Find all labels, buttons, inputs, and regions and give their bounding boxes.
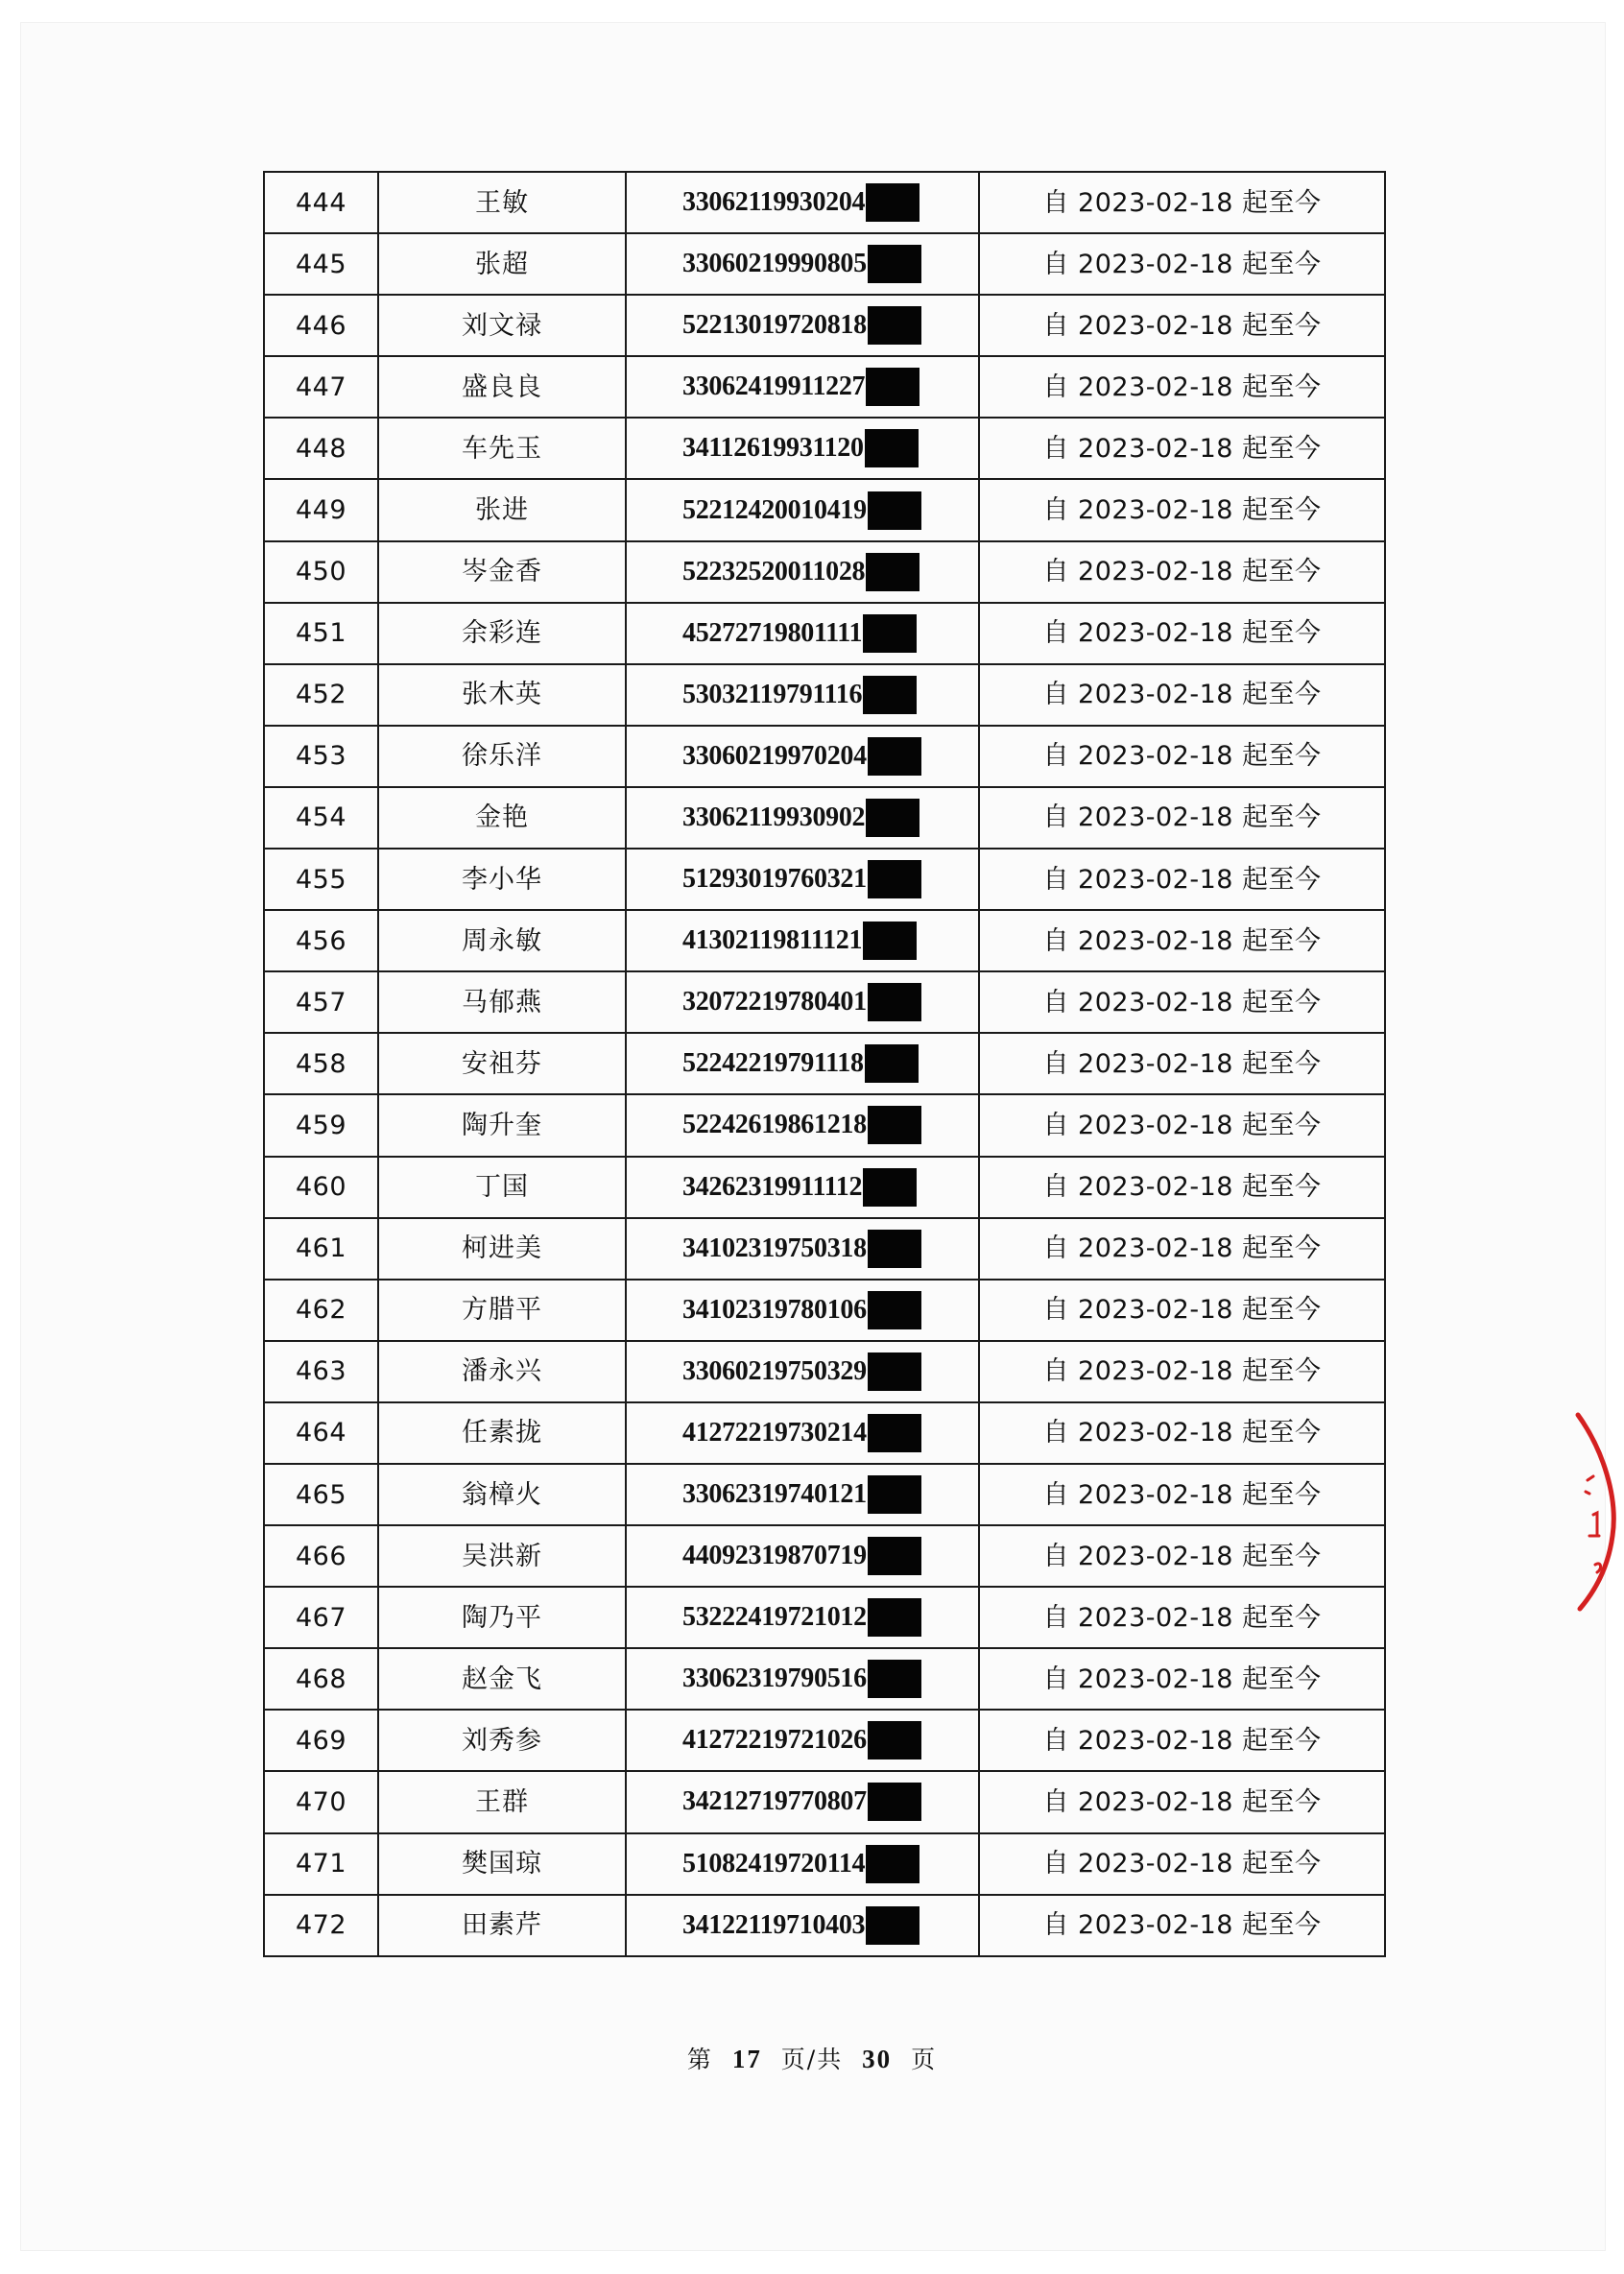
- table-row: [264, 1525, 1385, 1587]
- id-number-text: 52242219791118: [682, 1048, 864, 1079]
- redaction-block: [868, 983, 921, 1021]
- period-cell: 自 2023-02-18 起至今: [979, 1157, 1385, 1218]
- id-number-wrapper: [682, 306, 921, 345]
- period-cell: 自 2023-02-18 起至今: [979, 664, 1385, 726]
- redaction-block: [868, 1352, 921, 1391]
- id-number-text: 33062119930902: [682, 802, 866, 832]
- period-cell: 自 2023-02-18 起至今: [979, 1833, 1385, 1895]
- period-cell: 自 2023-02-18 起至今: [979, 1464, 1385, 1525]
- period-cell: 自 2023-02-18 起至今: [979, 479, 1385, 540]
- period-cell: 自 2023-02-18 起至今: [979, 787, 1385, 849]
- table-row: [264, 1218, 1385, 1280]
- redaction-block: [868, 1230, 921, 1268]
- redaction-block: [865, 1044, 919, 1083]
- period-cell: 自 2023-02-18 起至今: [979, 418, 1385, 479]
- row-number-cell: 447: [264, 356, 378, 418]
- redaction-block: [868, 1414, 921, 1452]
- table-row: [264, 1587, 1385, 1648]
- row-number-cell: 455: [264, 849, 378, 910]
- id-number-cell: [626, 664, 979, 726]
- id-number-wrapper: [682, 553, 919, 591]
- redaction-block: [866, 183, 919, 222]
- table-row: [264, 1402, 1385, 1464]
- id-number-cell: [626, 849, 979, 910]
- id-number-wrapper: [682, 1414, 921, 1452]
- id-number-text: 34212719770807: [682, 1786, 867, 1817]
- id-number-wrapper: [682, 1783, 921, 1821]
- name-cell: 方腊平: [378, 1280, 626, 1341]
- row-number-cell: 459: [264, 1094, 378, 1156]
- id-number-text: 33062319740121: [682, 1479, 867, 1510]
- row-number-cell: 451: [264, 603, 378, 664]
- row-number-cell: 465: [264, 1464, 378, 1525]
- table-row: [264, 1833, 1385, 1895]
- period-cell: 自 2023-02-18 起至今: [979, 1648, 1385, 1710]
- name-cell: 赵金飞: [378, 1648, 626, 1710]
- table-row: [264, 1033, 1385, 1094]
- name-cell: 刘文禄: [378, 295, 626, 356]
- id-number-cell: [626, 233, 979, 295]
- id-number-cell: [626, 1895, 979, 1956]
- period-cell: 自 2023-02-18 起至今: [979, 1895, 1385, 1956]
- id-number-cell: [626, 1094, 979, 1156]
- row-number-cell: 461: [264, 1218, 378, 1280]
- name-cell: 吴洪新: [378, 1525, 626, 1587]
- period-cell: 自 2023-02-18 起至今: [979, 849, 1385, 910]
- table-row: [264, 356, 1385, 418]
- id-number-text: 52232520011028: [682, 556, 866, 586]
- name-cell: 王群: [378, 1771, 626, 1832]
- id-number-text: 33062319790516: [682, 1664, 867, 1694]
- redaction-block: [868, 306, 921, 345]
- id-number-wrapper: [682, 1230, 921, 1268]
- id-number-cell: [626, 1648, 979, 1710]
- personnel-table: [263, 171, 1386, 1957]
- id-number-wrapper: [682, 1906, 919, 1945]
- period-cell: 自 2023-02-18 起至今: [979, 1094, 1385, 1156]
- name-cell: 徐乐洋: [378, 726, 626, 787]
- footer-prefix: 第: [686, 2046, 713, 2073]
- period-cell: 自 2023-02-18 起至今: [979, 726, 1385, 787]
- id-number-wrapper: [682, 368, 919, 406]
- period-cell: 自 2023-02-18 起至今: [979, 1587, 1385, 1648]
- row-number-cell: 469: [264, 1710, 378, 1771]
- redaction-block: [868, 737, 921, 776]
- name-cell: 翁樟火: [378, 1464, 626, 1525]
- id-number-text: 41302119811121: [682, 925, 863, 956]
- name-cell: 任素拢: [378, 1402, 626, 1464]
- id-number-text: 41272219730214: [682, 1417, 867, 1448]
- row-number-cell: 470: [264, 1771, 378, 1832]
- id-number-text: 33062119930204: [682, 187, 866, 218]
- id-number-cell: [626, 603, 979, 664]
- id-number-cell: [626, 1280, 979, 1341]
- table-row: [264, 787, 1385, 849]
- id-number-text: 51293019760321: [682, 864, 867, 895]
- name-cell: 王敏: [378, 172, 626, 233]
- id-number-wrapper: [682, 183, 919, 222]
- table-row: [264, 1464, 1385, 1525]
- name-cell: 陶乃平: [378, 1587, 626, 1648]
- id-number-wrapper: [682, 1660, 921, 1698]
- id-number-text: 33060219750329: [682, 1355, 867, 1386]
- id-number-cell: [626, 1218, 979, 1280]
- table-row: [264, 541, 1385, 603]
- table-row: [264, 1895, 1385, 1956]
- footer-suffix: 页: [911, 2046, 938, 2073]
- id-number-text: 32072219780401: [682, 987, 867, 1017]
- period-cell: 自 2023-02-18 起至今: [979, 1033, 1385, 1094]
- id-number-wrapper: [682, 1537, 921, 1575]
- table-row: [264, 1648, 1385, 1710]
- table-row: [264, 1094, 1385, 1156]
- redaction-block: [868, 1598, 921, 1637]
- id-number-cell: [626, 1464, 979, 1525]
- id-number-cell: [626, 910, 979, 971]
- period-cell: 自 2023-02-18 起至今: [979, 1402, 1385, 1464]
- row-number-cell: 468: [264, 1648, 378, 1710]
- name-cell: 陶升奎: [378, 1094, 626, 1156]
- id-number-text: 33062419911227: [682, 371, 866, 402]
- table-row: [264, 1771, 1385, 1832]
- id-number-text: 52213019720818: [682, 310, 867, 341]
- row-number-cell: 452: [264, 664, 378, 726]
- name-cell: 岑金香: [378, 541, 626, 603]
- id-number-wrapper: [682, 1044, 919, 1083]
- redaction-block: [865, 429, 919, 467]
- period-cell: 自 2023-02-18 起至今: [979, 172, 1385, 233]
- id-number-wrapper: [682, 737, 921, 776]
- table-row: [264, 233, 1385, 295]
- redaction-block: [868, 1783, 921, 1821]
- row-number-cell: 445: [264, 233, 378, 295]
- id-number-cell: [626, 1402, 979, 1464]
- id-number-wrapper: [682, 676, 917, 714]
- redaction-block: [868, 1106, 921, 1144]
- name-cell: 刘秀参: [378, 1710, 626, 1771]
- table-row: [264, 726, 1385, 787]
- name-cell: 盛良良: [378, 356, 626, 418]
- id-number-cell: [626, 971, 979, 1033]
- row-number-cell: 444: [264, 172, 378, 233]
- id-number-text: 34102319780106: [682, 1294, 867, 1325]
- id-number-wrapper: [682, 1168, 917, 1207]
- footer-page-number: 17: [731, 2045, 762, 2073]
- id-number-wrapper: [682, 1721, 921, 1759]
- name-cell: 丁国: [378, 1157, 626, 1218]
- id-number-text: 34102319750318: [682, 1233, 867, 1263]
- name-cell: 金艳: [378, 787, 626, 849]
- table-row: [264, 910, 1385, 971]
- redaction-block: [866, 799, 919, 837]
- id-number-cell: [626, 1157, 979, 1218]
- period-cell: 自 2023-02-18 起至今: [979, 1280, 1385, 1341]
- id-number-text: 33060219990805: [682, 249, 867, 279]
- id-number-cell: [626, 1771, 979, 1832]
- id-number-text: 33060219970204: [682, 740, 867, 771]
- redaction-block: [866, 1906, 919, 1945]
- name-cell: 张进: [378, 479, 626, 540]
- id-number-wrapper: [682, 922, 917, 960]
- id-number-text: 51082419720114: [682, 1848, 866, 1879]
- period-cell: 自 2023-02-18 起至今: [979, 1525, 1385, 1587]
- redaction-block: [868, 491, 921, 530]
- name-cell: 余彩连: [378, 603, 626, 664]
- id-number-cell: [626, 418, 979, 479]
- name-cell: 张木英: [378, 664, 626, 726]
- period-cell: 自 2023-02-18 起至今: [979, 910, 1385, 971]
- row-number-cell: 458: [264, 1033, 378, 1094]
- table-row: [264, 1157, 1385, 1218]
- id-number-cell: [626, 172, 979, 233]
- row-number-cell: 462: [264, 1280, 378, 1341]
- id-number-wrapper: [682, 1352, 921, 1391]
- page-footer: [0, 2041, 1624, 2075]
- id-number-cell: [626, 1341, 979, 1402]
- table-body: [264, 172, 1385, 1956]
- id-number-wrapper: [682, 245, 921, 283]
- redaction-block: [866, 553, 919, 591]
- name-cell: 马郁燕: [378, 971, 626, 1033]
- row-number-cell: 446: [264, 295, 378, 356]
- period-cell: 自 2023-02-18 起至今: [979, 356, 1385, 418]
- name-cell: 田素芹: [378, 1895, 626, 1956]
- id-number-wrapper: [682, 429, 919, 467]
- table-row: [264, 418, 1385, 479]
- id-number-wrapper: [682, 1106, 921, 1144]
- id-number-text: 45272719801111: [682, 617, 863, 648]
- table-row: [264, 1341, 1385, 1402]
- row-number-cell: 467: [264, 1587, 378, 1648]
- table-row: [264, 1280, 1385, 1341]
- footer-middle: 页/共: [780, 2046, 844, 2073]
- id-number-wrapper: [682, 799, 919, 837]
- id-number-cell: [626, 726, 979, 787]
- row-number-cell: 460: [264, 1157, 378, 1218]
- id-number-text: 53032119791116: [682, 679, 863, 709]
- row-number-cell: 448: [264, 418, 378, 479]
- table-row: [264, 172, 1385, 233]
- period-cell: 自 2023-02-18 起至今: [979, 971, 1385, 1033]
- id-number-text: 41272219721026: [682, 1725, 867, 1756]
- id-number-cell: [626, 295, 979, 356]
- name-cell: 樊国琼: [378, 1833, 626, 1895]
- row-number-cell: 464: [264, 1402, 378, 1464]
- row-number-cell: 449: [264, 479, 378, 540]
- id-number-cell: [626, 1833, 979, 1895]
- redaction-block: [868, 1660, 921, 1698]
- id-number-wrapper: [682, 1845, 919, 1883]
- row-number-cell: 450: [264, 541, 378, 603]
- period-cell: 自 2023-02-18 起至今: [979, 603, 1385, 664]
- table-row: [264, 664, 1385, 726]
- redaction-block: [863, 1168, 917, 1207]
- redaction-block: [868, 1291, 921, 1329]
- table-row: [264, 849, 1385, 910]
- redaction-block: [863, 676, 917, 714]
- redaction-block: [868, 860, 921, 898]
- period-cell: 自 2023-02-18 起至今: [979, 1710, 1385, 1771]
- id-number-cell: [626, 1525, 979, 1587]
- id-number-wrapper: [682, 860, 921, 898]
- row-number-cell: 471: [264, 1833, 378, 1895]
- id-number-wrapper: [682, 1475, 921, 1514]
- redaction-block: [866, 1845, 919, 1883]
- id-number-cell: [626, 356, 979, 418]
- id-number-cell: [626, 479, 979, 540]
- id-number-cell: [626, 541, 979, 603]
- table-row: [264, 971, 1385, 1033]
- row-number-cell: 453: [264, 726, 378, 787]
- id-number-wrapper: [682, 1598, 921, 1637]
- id-number-wrapper: [682, 491, 921, 530]
- id-number-text: 53222419721012: [682, 1602, 867, 1633]
- row-number-cell: 466: [264, 1525, 378, 1587]
- name-cell: 李小华: [378, 849, 626, 910]
- id-number-text: 52242619861218: [682, 1110, 867, 1140]
- name-cell: 安祖芬: [378, 1033, 626, 1094]
- redaction-block: [868, 1475, 921, 1514]
- id-number-wrapper: [682, 983, 921, 1021]
- table-row: [264, 295, 1385, 356]
- id-number-text: 44092319870719: [682, 1541, 867, 1571]
- row-number-cell: 463: [264, 1341, 378, 1402]
- id-number-text: 52212420010419: [682, 494, 867, 525]
- id-number-wrapper: [682, 614, 917, 653]
- name-cell: 车先玉: [378, 418, 626, 479]
- table-row: [264, 1710, 1385, 1771]
- row-number-cell: 454: [264, 787, 378, 849]
- period-cell: 自 2023-02-18 起至今: [979, 1771, 1385, 1832]
- period-cell: 自 2023-02-18 起至今: [979, 295, 1385, 356]
- period-cell: 自 2023-02-18 起至今: [979, 1341, 1385, 1402]
- id-number-cell: [626, 1033, 979, 1094]
- row-number-cell: 456: [264, 910, 378, 971]
- redaction-block: [863, 614, 917, 653]
- redaction-block: [868, 1537, 921, 1575]
- period-cell: 自 2023-02-18 起至今: [979, 541, 1385, 603]
- footer-total-pages: 30: [862, 2045, 893, 2073]
- table-row: [264, 479, 1385, 540]
- seal-stamp-fragment: [1574, 1411, 1624, 1613]
- id-number-cell: [626, 1587, 979, 1648]
- id-number-text: 34112619931120: [682, 433, 864, 464]
- name-cell: 张超: [378, 233, 626, 295]
- redaction-block: [868, 245, 921, 283]
- redaction-block: [868, 1721, 921, 1759]
- redaction-block: [866, 368, 919, 406]
- redaction-block: [863, 922, 917, 960]
- table-row: [264, 603, 1385, 664]
- id-number-wrapper: [682, 1291, 921, 1329]
- row-number-cell: 457: [264, 971, 378, 1033]
- name-cell: 周永敏: [378, 910, 626, 971]
- period-cell: 自 2023-02-18 起至今: [979, 233, 1385, 295]
- id-number-cell: [626, 787, 979, 849]
- id-number-text: 34122119710403: [682, 1909, 866, 1940]
- row-number-cell: 472: [264, 1895, 378, 1956]
- period-cell: 自 2023-02-18 起至今: [979, 1218, 1385, 1280]
- id-number-text: 34262319911112: [682, 1171, 863, 1202]
- id-number-cell: [626, 1710, 979, 1771]
- name-cell: 柯进美: [378, 1218, 626, 1280]
- name-cell: 潘永兴: [378, 1341, 626, 1402]
